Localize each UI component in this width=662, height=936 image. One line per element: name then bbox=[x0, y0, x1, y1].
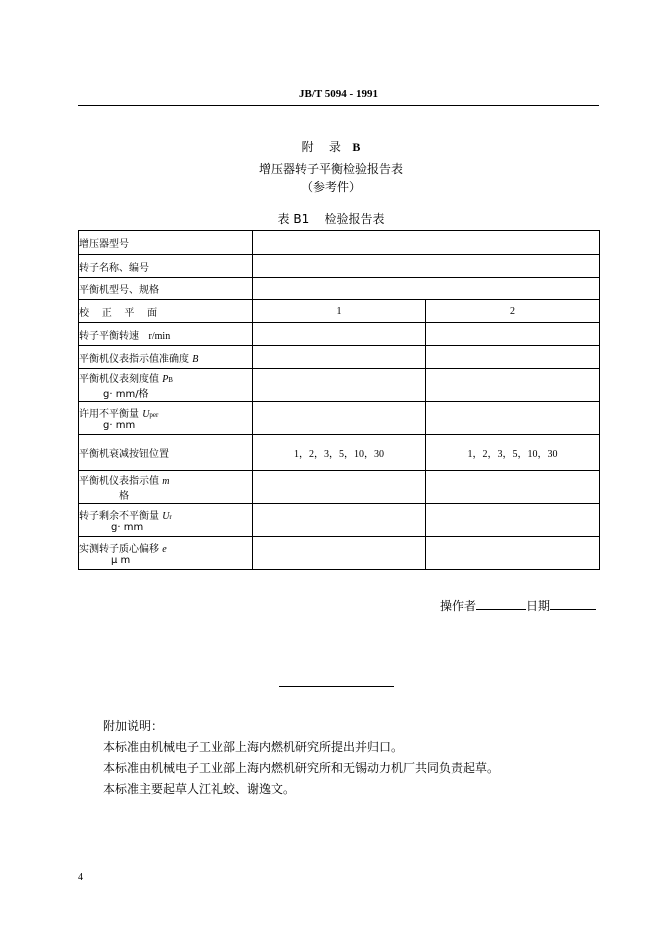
residual-unit: g· mm bbox=[111, 522, 144, 533]
cell-accuracy-2 bbox=[426, 346, 600, 369]
cell-model-value bbox=[253, 231, 600, 255]
operator-blank[interactable] bbox=[476, 597, 526, 610]
row-label-plane: 校 正 平 面 bbox=[79, 300, 253, 323]
row-label-permissible bbox=[79, 402, 253, 435]
row-label-indication bbox=[79, 471, 253, 504]
cell-scale-1 bbox=[253, 369, 426, 402]
row-label-rotor: 转子名称、编号 bbox=[79, 255, 253, 278]
appendix-label: 附 录 bbox=[301, 140, 341, 154]
cell-indication-2 bbox=[426, 471, 600, 504]
indication-label: 平衡机仪表指示值 bbox=[79, 476, 159, 487]
table-caption: 表 B1 检验报告表 bbox=[277, 212, 385, 226]
document-title: 增压器转子平衡检验报告表 bbox=[258, 162, 403, 176]
cell-eccentricity-2 bbox=[426, 537, 600, 570]
standard-code: JB/T 5094 - 1991 bbox=[299, 88, 378, 100]
indication-symbol: m bbox=[162, 476, 170, 487]
cell-permissible-1 bbox=[253, 402, 426, 435]
operator-label: 操作者 bbox=[440, 599, 477, 613]
plane-2: 2 bbox=[426, 300, 600, 323]
header-rule bbox=[78, 105, 599, 106]
permissible-unit: g· mm bbox=[103, 420, 136, 431]
cell-residual-1 bbox=[253, 504, 426, 537]
row-label-residual bbox=[79, 504, 253, 537]
signature-line bbox=[440, 597, 596, 614]
residual-symbol: U bbox=[162, 511, 170, 522]
notes-line: 本标准由机械电子工业部上海内燃机研究所提出并归口。 bbox=[103, 740, 404, 754]
accuracy-symbol: B bbox=[192, 353, 199, 365]
plane-1: 1 bbox=[253, 300, 426, 323]
table-row bbox=[79, 346, 600, 369]
cell-scale-2 bbox=[426, 369, 600, 402]
cell-permissible-2 bbox=[426, 402, 600, 435]
notes-line: 本标准由机械电子工业部上海内燃机研究所和无锡动力机厂共同负责起草。 bbox=[103, 761, 500, 775]
date-blank[interactable] bbox=[550, 597, 596, 610]
permissible-subscript: per bbox=[149, 411, 159, 419]
attenuation-2: 1，2，3，5，10，30 bbox=[426, 435, 600, 471]
table-row bbox=[79, 435, 600, 471]
row-label-scale bbox=[79, 369, 253, 402]
table-row bbox=[79, 231, 600, 255]
table-row bbox=[79, 323, 600, 346]
attenuation-1: 1，2，3，5，10，30 bbox=[253, 435, 426, 471]
permissible-symbol: U bbox=[142, 409, 150, 420]
table-row bbox=[79, 537, 600, 570]
row-label-accuracy bbox=[79, 346, 253, 369]
scale-label: 平衡机仪表刻度值 bbox=[79, 374, 159, 385]
table-row bbox=[79, 278, 600, 300]
appendix-letter: B bbox=[352, 140, 361, 154]
speed-unit: r/min bbox=[148, 330, 171, 342]
cell-rotor-value bbox=[253, 255, 600, 278]
residual-subscript: r bbox=[169, 513, 172, 521]
accuracy-label: 平衡机仪表指示值准确度 bbox=[79, 353, 189, 365]
scale-symbol: P bbox=[162, 374, 169, 385]
cell-accuracy-1 bbox=[253, 346, 426, 369]
inspection-report-table bbox=[78, 230, 600, 570]
row-label-model: 增压器型号 bbox=[79, 231, 253, 255]
date-label: 日期 bbox=[526, 599, 551, 613]
notes-line: 本标准主要起草人江礼蛟、谢逸文。 bbox=[103, 782, 296, 796]
table-row bbox=[79, 471, 600, 504]
table-row bbox=[79, 402, 600, 435]
table-row bbox=[79, 255, 600, 278]
table-row bbox=[79, 369, 600, 402]
residual-label: 转子剩余不平衡量 bbox=[79, 511, 159, 522]
additional-notes bbox=[103, 716, 499, 800]
cell-speed-1 bbox=[253, 323, 426, 346]
row-label-speed bbox=[79, 323, 253, 346]
cell-machine-value bbox=[253, 278, 600, 300]
scale-unit: g· mm/格 bbox=[103, 389, 149, 400]
eccentricity-unit: μ m bbox=[111, 555, 131, 566]
permissible-label: 许用不平衡量 bbox=[79, 409, 139, 420]
indication-unit: 格 bbox=[119, 491, 129, 502]
reference-note: （参考件） bbox=[300, 180, 361, 194]
cell-speed-2 bbox=[426, 323, 600, 346]
row-label-eccentricity bbox=[79, 537, 253, 570]
cell-eccentricity-1 bbox=[253, 537, 426, 570]
table-row bbox=[79, 504, 600, 537]
row-label-attenuation: 平衡机衰减按钮位置 bbox=[79, 435, 253, 471]
eccentricity-label: 实测转子质心偏移 bbox=[79, 544, 159, 555]
page-number: 4 bbox=[78, 872, 83, 883]
table-row bbox=[79, 300, 600, 323]
cell-indication-1 bbox=[253, 471, 426, 504]
eccentricity-symbol: e bbox=[162, 544, 167, 555]
row-label-machine: 平衡机型号、规格 bbox=[79, 278, 253, 300]
appendix-title bbox=[0, 138, 662, 155]
speed-label: 转子平衡转速 bbox=[79, 330, 139, 342]
scale-subscript: B bbox=[168, 376, 173, 384]
cell-residual-2 bbox=[426, 504, 600, 537]
end-rule bbox=[279, 686, 394, 687]
notes-heading: 附加说明： bbox=[103, 719, 164, 733]
